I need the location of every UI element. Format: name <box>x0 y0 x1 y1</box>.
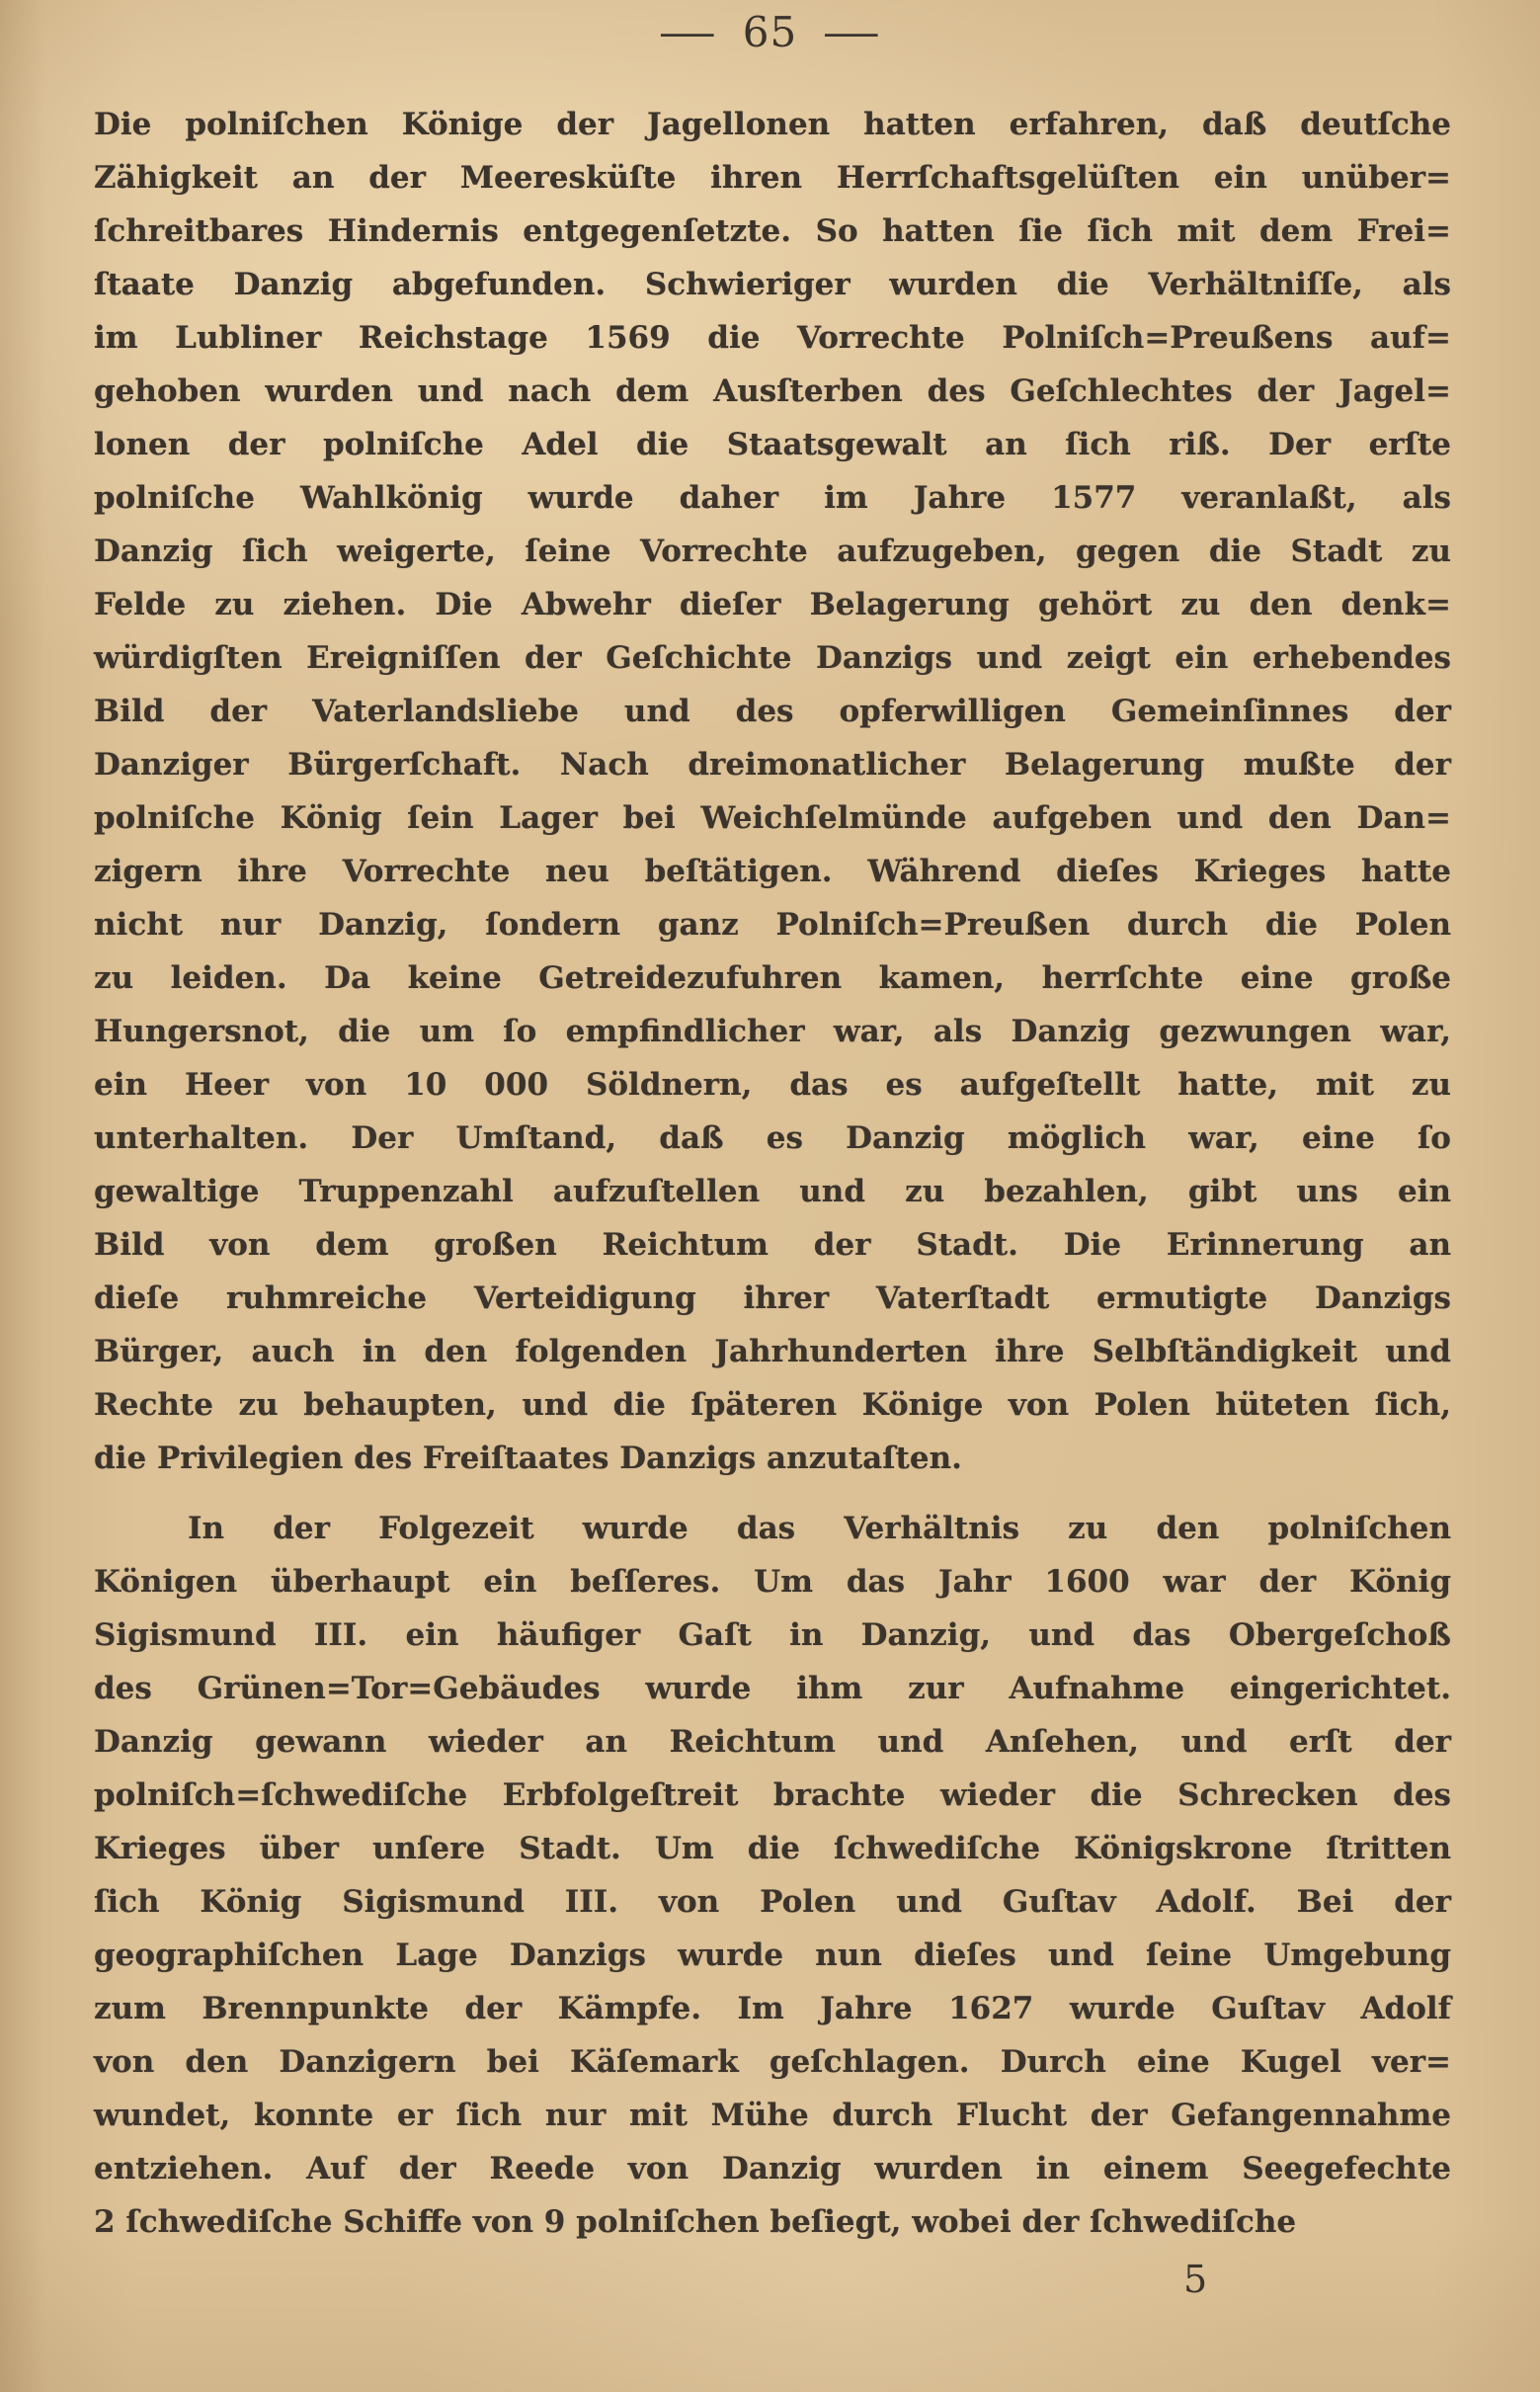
text-line: zu leiden. Da keine Getreidezufuhren kamen, herrſchte eine große <box>94 960 1451 996</box>
text-line: Bild der Vaterlandsliebe und des opferwilligen Gemeinſinnes der <box>94 694 1451 729</box>
text-line: zum Brennpunkte der Kämpfe. Im Jahre 1627 wurde Guſtav Adolf <box>94 1991 1451 2026</box>
text-line: ein Heer von 10 000 Söldnern, das es aufgeſtellt hatte, mit zu <box>94 1067 1451 1103</box>
paragraph <box>94 98 1451 1485</box>
text-line: gehoben wurden und nach dem Ausſterben des Geſchlechtes der Jagel= <box>94 373 1451 409</box>
text-line: ſchreitbares Hindernis entgegenſetzte. So hatten ſie ſich mit dem Frei= <box>94 213 1451 249</box>
text-line: In der Folgezeit wurde das Verhältnis zu den polniſchen <box>188 1511 1451 1546</box>
text-line: würdigſten Ereigniſſen der Geſchichte Danzigs und zeigt ein erhebendes <box>94 640 1451 676</box>
text-line: Krieges über unſere Stadt. Um die ſchwediſche Königskrone ſtritten <box>94 1831 1451 1866</box>
text-line: zigern ihre Vorrechte neu beſtätigen. Während dieſes Krieges hatte <box>94 854 1451 889</box>
page-body <box>94 98 1451 2249</box>
text-line: Rechte zu behaupten, und die ſpäteren Könige von Polen hüteten ſich, <box>94 1387 1451 1423</box>
text-line: Zähigkeit an der Meeresküſte ihren Herrſchaftsgelüſten ein unüber= <box>94 160 1451 196</box>
text-line: lonen der polniſche Adel die Staatsgewalt an ſich riß. Der erſte <box>94 427 1451 462</box>
text-line: unterhalten. Der Umſtand, daß es Danzig möglich war, eine ſo <box>94 1120 1451 1156</box>
text-line: ſich König Sigismund III. von Polen und Guſtav Adolf. Bei der <box>94 1884 1451 1920</box>
paragraph <box>94 1502 1451 2249</box>
text-line: gewaltige Truppenzahl aufzuſtellen und zu bezahlen, gibt uns ein <box>94 1174 1451 1209</box>
text-line: polniſche König ſein Lager bei Weichſelmünde aufgeben und den Dan= <box>94 800 1451 836</box>
text-line: Königen überhaupt ein beſſeres. Um das Jahr 1600 war der König <box>94 1564 1451 1600</box>
signature-mark: 5 <box>1183 2258 1208 2301</box>
header-dash-left: — <box>658 8 718 56</box>
text-line: Bild von dem großen Reichtum der Stadt. Die Erinnerung an <box>94 1227 1451 1263</box>
text-line: polniſche Wahlkönig wurde daher im Jahre 1577 veranlaßt, als <box>94 480 1451 516</box>
text-line: 2 ſchwediſche Schiffe von 9 polniſchen beſiegt, wobei der ſchwediſche <box>94 2204 1297 2240</box>
text-line: Danziger Bürgerſchaft. Nach dreimonatlicher Belagerung mußte der <box>94 747 1451 783</box>
text-line: im Lubliner Reichstage 1569 die Vorrechte Polniſch=Preußens auf= <box>94 320 1451 356</box>
text-line: ſtaate Danzig abgefunden. Schwieriger wurden die Verhältniſſe, als <box>94 267 1451 302</box>
text-line: geographiſchen Lage Danzigs wurde nun dieſes und ſeine Umgebung <box>94 1938 1451 1973</box>
text-line: Hungersnot, die um ſo empfindlicher war, als Danzig gezwungen war, <box>94 1014 1451 1049</box>
page-header <box>0 8 1540 56</box>
text-line: Sigismund III. ein häufiger Gaſt in Danzig, und das Obergeſchoß <box>94 1617 1451 1653</box>
text-line: entziehen. Auf der Reede von Danzig wurden in einem Seegefechte <box>94 2151 1451 2186</box>
text-line: Danzig ſich weigerte, ſeine Vorrechte aufzugeben, gegen die Stadt zu <box>94 534 1451 569</box>
text-line: dieſe ruhmreiche Verteidigung ihrer Vaterſtadt ermutigte Danzigs <box>94 1280 1451 1316</box>
header-dash-right: — <box>822 8 882 56</box>
text-line: wundet, konnte er ſich nur mit Mühe durch Flucht der Gefangennahme <box>94 2098 1451 2133</box>
text-line: die Privilegien des Freiſtaates Danzigs anzutaſten. <box>94 1441 962 1476</box>
text-line: nicht nur Danzig, ſondern ganz Polniſch=Preußen durch die Polen <box>94 907 1451 943</box>
page-number: 65 <box>742 8 798 56</box>
text-line: Danzig gewann wieder an Reichtum und Anſehen, und erſt der <box>94 1724 1451 1760</box>
text-line: Die polniſchen Könige der Jagellonen hatten erfahren, daß deutſche <box>94 107 1451 142</box>
text-line: des Grünen=Tor=Gebäudes wurde ihm zur Aufnahme eingerichtet. <box>94 1671 1451 1706</box>
text-line: Felde zu ziehen. Die Abwehr dieſer Belagerung gehört zu den denk= <box>94 587 1451 622</box>
text-line: Bürger, auch in den folgenden Jahrhunderten ihre Selbſtändigkeit und <box>94 1334 1451 1369</box>
text-line: polniſch=ſchwediſche Erbfolgeſtreit brachte wieder die Schrecken des <box>94 1777 1451 1813</box>
text-line: von den Danzigern bei Käſemark geſchlagen. Durch eine Kugel ver= <box>94 2044 1451 2080</box>
